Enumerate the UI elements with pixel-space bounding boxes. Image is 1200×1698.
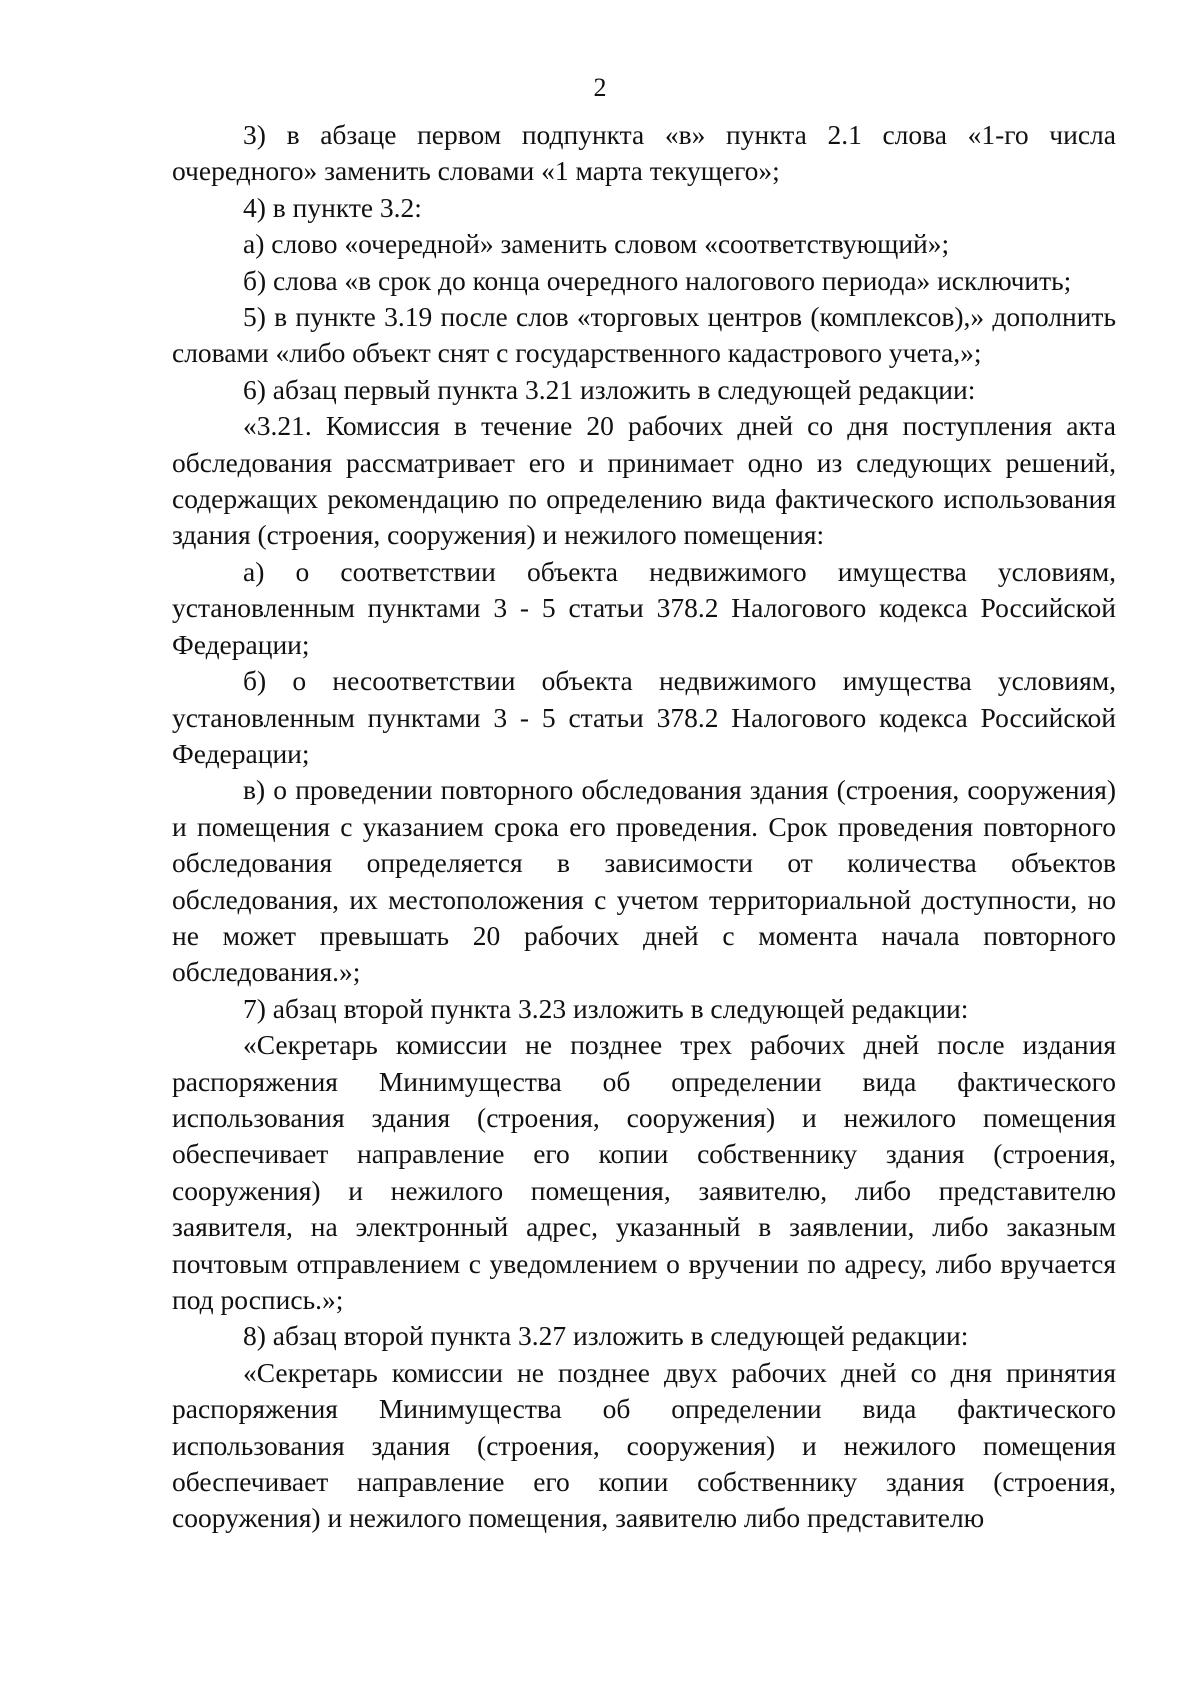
paragraph-item-7: 7) абзац второй пункта 3.23 изложить в следующей редакции: — [243, 992, 969, 1024]
paragraph-subitem-4a: а) слово «очередной» заменить словом «соответствующий»; — [243, 228, 950, 260]
paragraph-item-6: 6) абзац первый пункта 3.21 изложить в следующей редакции: — [243, 373, 976, 405]
document-body — [172, 117, 1116, 1537]
paragraph-quote-3-27: «Секретарь комиссии не позднее двух рабочих дней со дня принятия распоряжения Минимущества об определении вида фактического использования здания (строения, сооружения) и нежилого помещения обеспечивает направление его копии собственнику здания (строения, сооружения) и нежилого помещения, заявителю либо представителю — [172, 1356, 1116, 1534]
paragraph-item-5: 5) в пункте 3.19 после слов «торговых центров (комплексов),» дополнить словами «либо объект снят с государственного кадастрового учета,»; — [172, 301, 1116, 369]
paragraph-quote-3-21-a: а) о соответствии объекта недвижимого имущества условиям, установленным пунктами 3 - 5 статьи 378.2 Налогового кодекса Российской Федерации; — [172, 555, 1116, 660]
paragraph-quote-3-21-b: б) о несоответствии объекта недвижимого имущества условиям, установленным пунктами 3 - 5 статьи 378.2 Налогового кодекса Российской Федерации; — [172, 665, 1116, 769]
paragraph-item-3: 3) в абзаце первом подпункта «в» пункта 2.1 слова «1-го числа очередного» заменить словами «1 марта текущего»; — [172, 119, 1116, 187]
paragraph-item-4: 4) в пункте 3.2: — [243, 191, 422, 223]
paragraph-item-8: 8) абзац второй пункта 3.27 изложить в следующей редакции: — [243, 1320, 969, 1352]
page-number: 2 — [593, 73, 607, 102]
paragraph-quote-3-23: «Секретарь комиссии не позднее трех рабочих дней после издания распоряжения Минимущества об определении вида фактического использования здания (строения, сооружения) и нежилого помещения обеспечивает направление его копии собственнику здания (строения, сооружения) и нежилого помещения, заявителю, либо представителю заявителя, на электронный адрес, указанный в заявлении, либо заказным почтовым отправлением с уведомлением о вручении по адресу, либо вручается под роспись.»; — [172, 1029, 1116, 1315]
paragraph-quote-3-21-c: в) о проведении повторного обследования здания (строения, сооружения) и помещения с указанием срока его проведения. Срок проведения повторного обследования определяется в зависимости от количества объектов обследования, их местоположения с учетом территориальной доступности, но не может превышать 20 рабочих дней с момента начала повторного обследования.»; — [172, 774, 1116, 988]
paragraph-quote-3-21: «3.21. Комиссия в течение 20 рабочих дней со дня поступления акта обследования рассматривает его и принимает одно из следующих решений, содержащих рекомендацию по определению вида фактического использования здания (строения, сооружения) и нежилого помещения: — [172, 410, 1116, 551]
paragraph-subitem-4b: б) слова «в срок до конца очередного налогового периода» исключить; — [243, 264, 1072, 296]
